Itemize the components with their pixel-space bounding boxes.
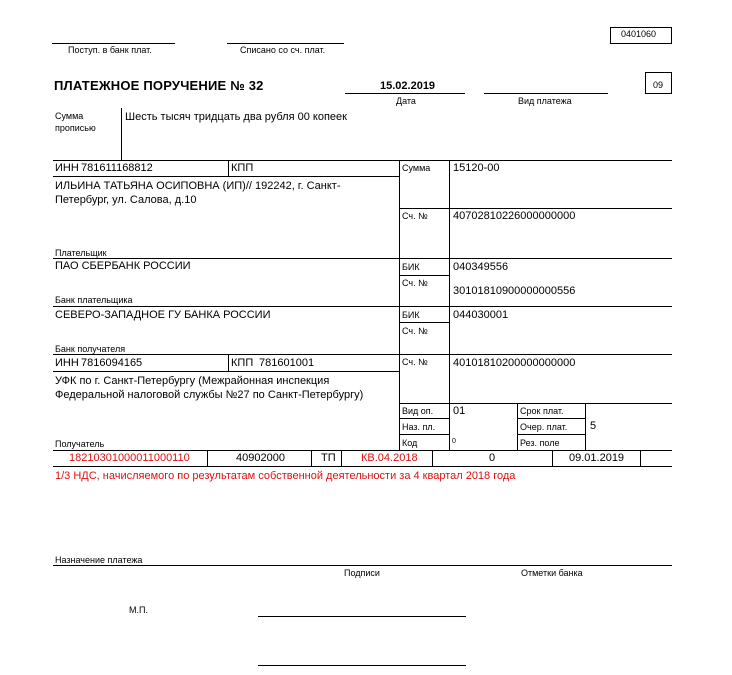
date-line (345, 93, 465, 94)
tax-oktmo: 40902000 (236, 452, 285, 464)
payee-bank-bottom-line (53, 354, 672, 355)
payer-bank-bik-label: БИК (402, 262, 420, 272)
tax-divider-2 (311, 450, 312, 466)
op-row-line-2b (517, 434, 585, 435)
payee-bank-bik: 044030001 (453, 309, 509, 321)
payer-name-line-2: Петербург, ул. Салова, д.10 (55, 194, 197, 206)
kod-label: Код (402, 438, 418, 448)
tax-divider-5 (552, 450, 553, 466)
payee-inn-line (53, 371, 399, 372)
payee-bank-bik-line (399, 322, 449, 323)
payee-inn: 7816094165 (81, 357, 143, 369)
tax-kbk: 18210301000011000110 (69, 452, 190, 464)
payer-bank-account-label: Сч. № (402, 278, 428, 288)
payee-account-label: Сч. № (402, 357, 428, 367)
payer-bank-bik: 040349556 (453, 261, 509, 273)
tax-divider-6 (640, 450, 641, 466)
op-divider-left (517, 403, 518, 450)
srok-label: Срок плат. (520, 406, 564, 416)
vid-op: 01 (453, 405, 466, 417)
tax-divider-4 (432, 450, 433, 466)
payee-bank-account-label: Сч. № (402, 326, 428, 336)
grid-line-top (53, 160, 672, 161)
tax-divider-1 (207, 450, 208, 466)
tax-period: КВ.04.2018 (361, 452, 418, 464)
op-row-line-1b (517, 418, 585, 419)
amount-words-value: Шесть тысяч тридцать два рубля 00 копеек (125, 111, 347, 123)
tax-divider-3 (341, 450, 342, 466)
payee-bank-label: Банк получателя (55, 344, 126, 354)
payer-label: Плательщик (55, 248, 107, 258)
ocher: 5 (590, 420, 597, 432)
date-label: Дата (396, 96, 416, 106)
op-divider-right (585, 403, 586, 450)
payee-bank-name: СЕВЕРО-ЗАПАДНОЕ ГУ БАНКА РОССИИ (55, 309, 271, 321)
bank-marks-label: Отметки банка (521, 568, 583, 578)
payee-bank-bik-label: БИК (402, 310, 420, 320)
naz-pl-label: Наз. пл. (402, 422, 436, 432)
payment-type-label: Вид платежа (518, 96, 572, 106)
payee-name-line-2: Федеральной налоговой службы №27 по Санкт-Петербургу) (55, 389, 364, 401)
purpose-text: 1/3 НДС, начисляемого по результатам собственной деятельности за 4 квартал 2018 года (55, 470, 516, 482)
payee-name-line-1: УФК по г. Санкт-Петербургу (Межрайонная инспекция (55, 375, 330, 387)
form-code: 0401060 (621, 29, 657, 39)
ocher-label: Очер. плат. (520, 422, 568, 432)
payer-account-label: Сч. № (402, 211, 428, 221)
grid-divider-main (399, 160, 400, 450)
payer-bank-bik-line (399, 275, 449, 276)
tax-row-top-line (53, 450, 672, 451)
payee-kpp-label: КПП (231, 357, 254, 369)
purpose-bottom-line (53, 565, 672, 566)
payer-account: 40702810226000000000 (453, 210, 576, 222)
stamp-label: М.П. (129, 605, 148, 615)
grid-divider-values (449, 160, 450, 450)
payer-account-line (399, 208, 672, 209)
debited-line (227, 43, 344, 44)
amount-words-label-2: прописью (55, 123, 96, 133)
tax-row-bottom-line (53, 466, 672, 467)
payment-date: 15.02.2019 (380, 80, 436, 92)
tax-doc-date: 09.01.2019 (569, 452, 625, 464)
payee-kpp: 781601001 (259, 357, 315, 369)
payer-name-line-1: ИЛЬИНА ТАТЬЯНА ОСИПОВНА (ИП)// 192242, г. Санкт- (55, 180, 341, 192)
payer-kpp-divider (228, 160, 229, 176)
payee-kpp-divider (228, 354, 229, 371)
payer-sum: 15120-00 (453, 162, 500, 174)
vid-op-label: Вид оп. (402, 406, 434, 416)
received-line (52, 43, 175, 44)
payer-bank-name: ПАО СБЕРБАНК РОССИИ (55, 260, 191, 272)
payee-label: Получатель (55, 439, 105, 449)
payer-bank-bottom-line (53, 306, 672, 307)
kod: 0 (452, 438, 456, 445)
payer-inn: 781611168812 (81, 162, 153, 174)
payer-bank-account: 30101810900000000556 (453, 285, 576, 297)
signatures-label: Подписи (344, 568, 380, 578)
tax-doc-number: 0 (489, 452, 496, 464)
amount-words-divider (121, 108, 122, 160)
payer-kpp-label: КПП (231, 162, 254, 174)
received-label: Поступ. в банк плат. (68, 45, 152, 55)
payee-account: 40101810200000000000 (453, 357, 576, 369)
status-code: 09 (653, 80, 664, 90)
tax-basis: ТП (321, 452, 336, 464)
rez-label: Рез. поле (520, 438, 560, 448)
purpose-label: Назначение платежа (55, 555, 143, 565)
op-row-line-1 (399, 418, 449, 419)
payer-inn-line (53, 176, 399, 177)
debited-label: Списано со сч. плат. (240, 45, 326, 55)
payment-type-line (484, 93, 608, 94)
page-title: ПЛАТЕЖНОЕ ПОРУЧЕНИЕ № 32 (54, 78, 264, 93)
signature-line-2 (258, 665, 466, 666)
payer-inn-label: ИНН (55, 162, 79, 174)
op-row-line-2 (399, 434, 449, 435)
payer-bank-label: Банк плательщика (55, 295, 133, 305)
signature-line-1 (258, 616, 466, 617)
payee-inn-label: ИНН (55, 357, 79, 369)
payer-bottom-line (53, 258, 672, 259)
payee-account-bottom-line (399, 403, 672, 404)
payer-sum-label: Сумма (402, 163, 431, 173)
amount-words-label-1: Сумма (55, 111, 84, 121)
